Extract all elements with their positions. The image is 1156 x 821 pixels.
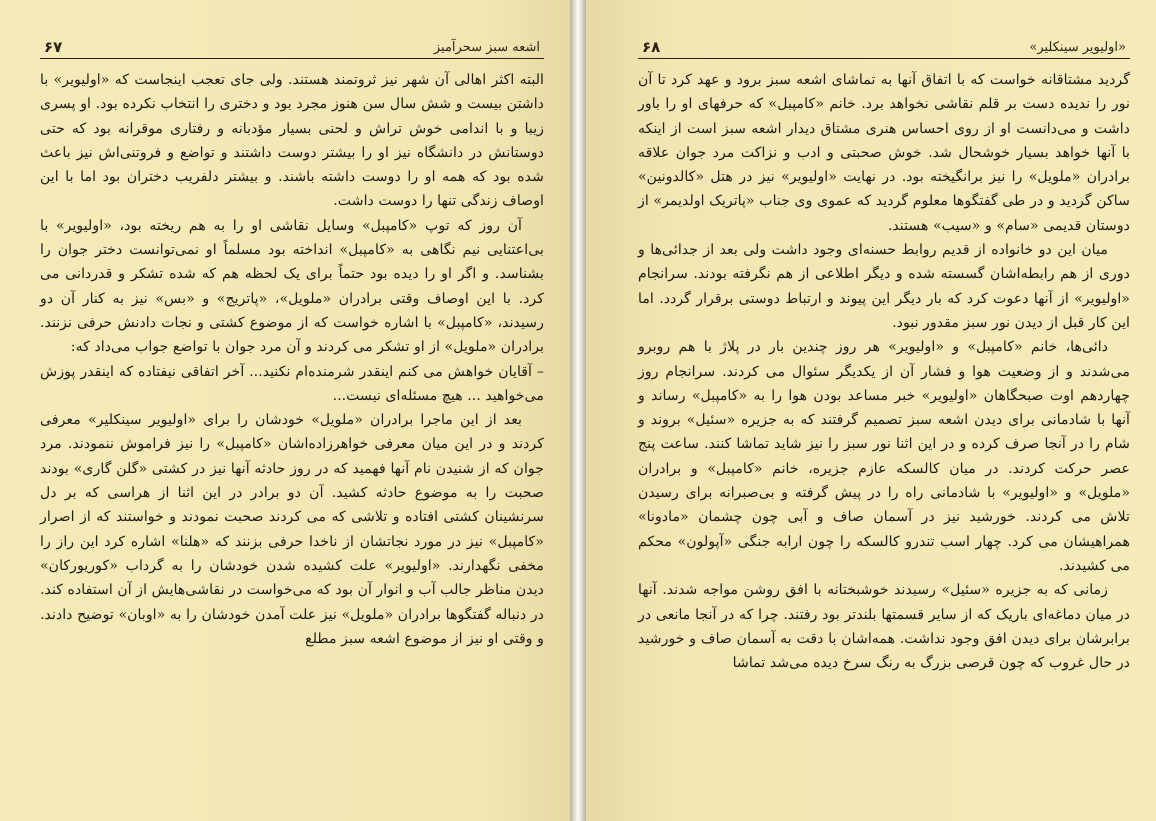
paragraph: آن روز که توپ «کامپبل» وسایل نقاشی او را به هم ریخته بود، «اولیویر» با بی‌اعتنایی نیم نگاهی به «کامپبل» انداخته بود مسلماً او نمی‌توانست دختر جوان را بشناسد. و اگر او را دیده بود حتماً برای یک لحظه هم که شده تشکر و قدردانی می کرد. با این اوصاف وقتی برادران «ملویل»، «پاتریج» و «بس» نیز به کنار آن دو رسیدند، «کامپبل» با اشاره خواست که از موضوع کشتی و نجات دادنش حرفی نزنند. برادران «ملویل» از او تشکر می کردند و آن مرد جوان با تواضع جواب می‌داد که: xyxy=(40,217,544,356)
left-running-head: اشعه سبز سحرآمیز xyxy=(433,40,540,55)
right-page-header xyxy=(638,34,1130,59)
paragraph: – آقایان خواهش می کنم اینقدر شرمنده‌ام نکنید... آخر اتفاقی نیفتاده که اینقدر پوزش می‌خواهید ... هیچ مسئله‌ای نیست... xyxy=(40,363,544,404)
right-page xyxy=(586,0,1156,821)
paragraph: زمانی که به جزیره «سئیل» رسیدند خوشبختانه با افق روشن مواجه شدند. آنها در میان دماغه‌ای باریک که از سایر قسمتها بلندتر بود رفتند. چرا که در آنجا مانعی در برابرشان برای دیدن افق وجود نداشت. همه‌اشان با دقت به آسمان صاف و خورشید در حال غروب که چون قرصی بزرگ به رنگ سرخ دیده می‌شد تماشا xyxy=(638,582,1130,672)
right-page-number: ۶۸ xyxy=(642,38,661,56)
paragraph: البته اکثر اهالی آن شهر نیز ثروتمند هستند. ولی جای تعجب اینجاست که «اولیویر» با داشتن بیست و شش سال سن هنوز مجرد بود و دختری را انتخاب نکرده بود. او پسری زیبا و با اندامی خوش تراش و لحنی بسیار مؤدبانه و رفتاری موقرانه بود که حتی دوستانش در دانشگاه نیز او را بیشتر دوست داشتند و تواضع و فروتنی‌اش نیز باعث شده بود که همه او را دوست داشته باشند. و بیشتر دلفریب دختران بود اما با این اوصاف زندگی تنها را دوست داشت. xyxy=(40,72,544,210)
book-gutter xyxy=(570,0,586,821)
paragraph: بعد از این ماجرا برادران «ملویل» خودشان را برای «اولیویر سینکلیر» معرفی کردند و در این میان معرفی خواهرزاده‌اشان «کامپبل» را نیز فراموش ننمودند. مرد جوان که از شنیدن نام آنها فهمید که در روز حادثه آنها نیز در کشتی «گلن گاری» بودند صحبت را به موضوع حادثه کشید. آن دو برادر در این اثنا از هراسی که بر دل سرنشینان کشتی افتاده و تلاشی که می کردند صحبت نمودند و خواستند که از اصرار «کامپبل» نیز در مورد نجاتشان از ناخدا حرفی بزنند که «هلنا» اشاره کرد این راز را مخفی نگهدارند. «اولیویر» علت کشیده شدن خودشان را به گرداب «کوریورکان» دیدن مناظر جالب آب و انوار آن بود که می‌خواست در نقاشی‌هایش از آن استفاده کند. در دنباله گفتگوها برادران «ملویل» نیز علت آمدن خودشان را به «اوبان» توضیح دادند. و وقتی او نیز از موضوع اشعه سبز مطلع xyxy=(40,412,544,647)
right-page-body xyxy=(638,68,1130,675)
left-page-header xyxy=(40,34,544,59)
left-page-number: ۶۷ xyxy=(44,38,63,56)
paragraph: گردید مشتاقانه خواست که با اتفاق آنها به تماشای اشعه سبز برود و عهد کرد تا آن نور را ندیده دست بر قلم نقاشی نخواهد برد. خانم «کامپبل» که حرفهای او را باور داشت و می‌دانست او از روی احساس هنری مشتاق دیدار اشعه سبز است از اینکه با آنها خواهد بسیار خوشحال شد. خوش صحبتی و ادب و نزاکت مرد جوان علاقه برادران «ملویل» را نیز برانگیخته بود. در نهایت «اولیویر» نیز در هتل «کالدونین» ساکن گردید و در طی گفتگوها معلوم گردید که عموی وی جناب «پاتریک اولدیمر» از دوستان قدیمی «سام» و «سیب» هستند. xyxy=(638,72,1130,234)
left-page xyxy=(0,0,570,821)
paragraph: میان این دو خانواده از قدیم روابط حسنه‌ای وجود داشت ولی بعد از جدائی‌ها و دوری از هم رابطه‌اشان گسسته شده و دیگر اطلاعی از هم نگرفته بودند. سرانجام «اولیویر» از آنها دعوت کرد که بار دیگر این پیوند و ارتباط دوستی برقرار گردد. اما این کار قبل از دیدن نور سبز مقدور نبود. xyxy=(638,242,1130,331)
right-running-head: «اولیویر سینکلیر» xyxy=(1029,40,1126,55)
left-page-body xyxy=(40,68,544,651)
paragraph: دائی‌ها، خانم «کامپبل» و «اولیویر» هر روز چندین بار در پلاژ با هم روبرو می‌شدند و از وضعیت هوا و فشار آن از یکدیگر سئوال می کردند. سرانجام روز چهاردهم اوت صبحگاهان «اولیویر» خبر مساعد بودن هوا را به «کامپبل» رساند و آنها با شادمانی برای دیدن اشعه سبز تصمیم گرفتند که به جزیره «سئیل» بروند و شام را در آنجا صرف کرده و در این اثنا نور سبز را نیز شاید تماشا کنند. ساعت پنج عصر حرکت کردند. در میان کالسکه عازم جزیره، خانم «کامپبل» و برادران «ملویل» و «اولیویر» با شادمانی راه را در پیش گرفته و بی‌صبرانه برای رسیدن تلاش می کردند. خورشید نیز در آسمان صاف و آبی چون چشمان «مادونا» همراهیشان می کرد. چهار اسب تندرو کالسکه را چون ارابه جنگی «آپولون» محکم می کشیدند. xyxy=(638,339,1130,574)
